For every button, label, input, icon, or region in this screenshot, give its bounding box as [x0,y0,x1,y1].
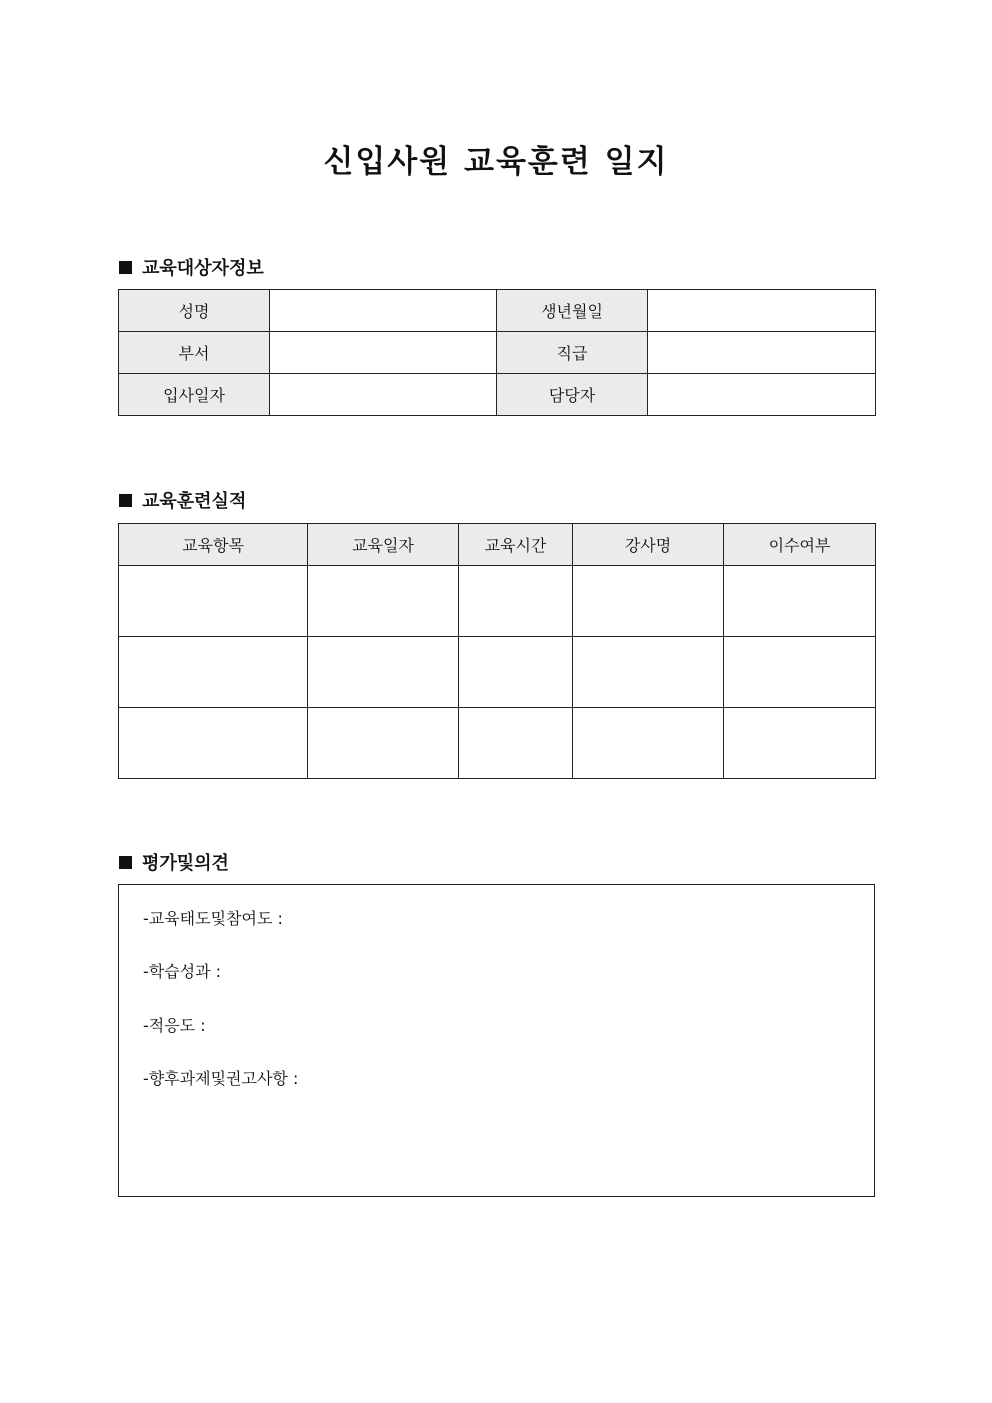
column-header-date: 교육일자 [308,524,459,566]
supervisor-label: 담당자 [497,374,648,416]
table-row [119,374,876,416]
table-cell[interactable] [119,708,308,779]
square-bullet-icon [119,856,132,869]
department-field[interactable] [270,332,497,374]
birthdate-field[interactable] [648,290,876,332]
table-row [119,637,876,708]
table-cell[interactable] [459,637,573,708]
learning-outcome-line: -학습성과 : [143,962,222,981]
table-cell[interactable] [119,566,308,637]
attitude-participation-line: -교육태도및참여도 : [143,909,283,928]
position-field[interactable] [648,332,876,374]
table-cell[interactable] [573,637,724,708]
table-cell[interactable] [724,566,876,637]
square-bullet-icon [119,261,132,274]
table-cell[interactable] [573,566,724,637]
evaluation-heading-text: 평가및의견 [142,853,229,874]
supervisor-field[interactable] [648,374,876,416]
name-label: 성명 [119,290,270,332]
column-header-item: 교육항목 [119,524,308,566]
table-cell[interactable] [119,637,308,708]
table-row [119,290,876,332]
training-record-heading-text: 교육훈련실적 [142,491,247,512]
future-tasks-recommendations-line: -향후과제및권고사항 : [143,1069,299,1088]
training-record-heading [119,487,246,513]
birthdate-label: 생년월일 [497,290,648,332]
table-row [119,566,876,637]
trainee-info-table [118,289,876,416]
trainee-info-heading-text: 교육대상자정보 [142,258,264,279]
table-cell[interactable] [459,708,573,779]
hire-date-field[interactable] [270,374,497,416]
table-cell[interactable] [724,708,876,779]
table-cell[interactable] [459,566,573,637]
position-label: 직급 [497,332,648,374]
training-record-table [118,523,876,779]
document-title: 신입사원 교육훈련 일지 [323,144,669,180]
name-field[interactable] [270,290,497,332]
table-header-row [119,524,876,566]
evaluation-heading [119,849,229,875]
trainee-info-heading [119,254,264,280]
table-row [119,708,876,779]
table-cell[interactable] [573,708,724,779]
table-cell[interactable] [308,708,459,779]
adaptability-line: -적응도 : [143,1016,206,1035]
table-cell[interactable] [308,637,459,708]
column-header-hours: 교육시간 [459,524,573,566]
department-label: 부서 [119,332,270,374]
column-header-instructor: 강사명 [573,524,724,566]
table-row [119,332,876,374]
table-cell[interactable] [724,637,876,708]
table-cell[interactable] [308,566,459,637]
hire-date-label: 입사일자 [119,374,270,416]
square-bullet-icon [119,494,132,507]
column-header-completion: 이수여부 [724,524,876,566]
evaluation-box[interactable] [118,884,875,1197]
